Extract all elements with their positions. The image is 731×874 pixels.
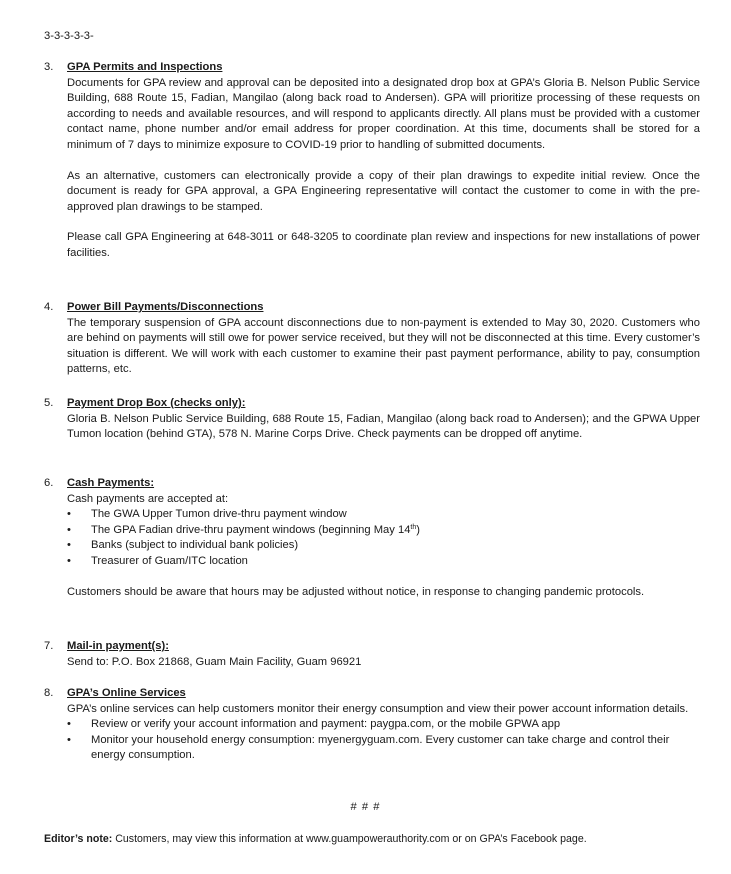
section-heading: Cash Payments: <box>67 477 155 489</box>
section-permits <box>44 60 700 262</box>
paragraph: Please call GPA Engineering at 648-3011 or 648-3205 to coordinate plan review and inspections for new installations of power facilities. <box>67 231 700 259</box>
paragraph: Cash payments are accepted at: <box>67 492 229 505</box>
bullet-icon: • <box>67 554 71 567</box>
bullet-icon: • <box>67 718 71 731</box>
bullet-icon: • <box>67 539 71 552</box>
editor-note-label: Editor’s note: <box>44 833 113 845</box>
bullet-icon: • <box>67 523 71 536</box>
page-label: 3-3-3-3-3- <box>44 30 94 42</box>
list-item <box>67 554 700 570</box>
end-mark: # # # <box>350 801 381 813</box>
section-number: 5. <box>44 397 54 409</box>
superscript: th <box>410 523 417 531</box>
list-item-text: Treasurer of Guam/ITC location <box>91 554 248 567</box>
editor-note <box>44 832 587 848</box>
bullet-icon: • <box>67 508 71 521</box>
section-number: 8. <box>44 687 54 699</box>
bullet-icon: • <box>67 733 71 746</box>
section-mail-in <box>44 639 700 670</box>
section-number: 7. <box>44 640 54 652</box>
list-item-text: The GPA Fadian drive-thru payment windows (beginning May 14 <box>91 523 411 536</box>
list-item <box>67 733 700 764</box>
section-bill-payments <box>44 300 700 378</box>
online-services-list <box>44 717 700 764</box>
section-cash-payments <box>44 476 700 600</box>
list-item-text: Review or verify your account information and payment: paygpa.com, or the mobile GPWA app <box>91 718 561 731</box>
list-item <box>67 507 700 523</box>
section-heading: GPA Permits and Inspections <box>67 61 223 73</box>
list-item <box>67 523 700 539</box>
section-heading: Power Bill Payments/Disconnections <box>67 301 264 313</box>
list-item-text-end: ) <box>416 523 420 536</box>
paragraph: Send to: P.O. Box 21868, Guam Main Facility, Guam 96921 <box>67 655 362 668</box>
section-online-services <box>44 686 700 764</box>
list-item <box>67 538 700 554</box>
section-heading: GPA’s Online Services <box>67 687 186 699</box>
paragraph: The temporary suspension of GPA account disconnections due to non-payment is extended to May 30, 2020. Customers who are behind on payments will still owe for power service received, but they will not be disconnected at this time. Every customer’s situation is different. We will work with each customer to examine their past payment performance, ability to pay, consumption patterns, etc. <box>67 316 700 376</box>
list-item-text: Banks (subject to individual bank policies) <box>91 539 299 552</box>
section-heading: Mail-in payment(s): <box>67 640 169 652</box>
paragraph: Documents for GPA review and approval can be deposited into a designated drop box at GPA’s Gloria B. Nelson Public Service Building, 688 Route 15, Fadian, Mangilao (along back road to Andersen). GPA will prioritize processing of these requests on according to needs and available resources, and will respond to applicants directly. All plans must be provided with a customer contact name, phone number and/or email address for proper coordination. At this time, documents shall be stored for a minimum of 7 days to minimize exposure to COVID-19 prior to handling of submitted documents. <box>67 76 700 151</box>
paragraph: GPA’s online services can help customers monitor their energy consumption and view their power account information details. <box>67 702 689 715</box>
section-drop-box <box>44 396 700 443</box>
editor-note-text: Customers, may view this information at www.guampowerauthority.com or on GPA’s Facebook page. <box>112 833 587 845</box>
paragraph: Gloria B. Nelson Public Service Building, 688 Route 15, Fadian, Mangilao (along back road to Andersen); and the GPWA Upper Tumon location (behind GTA), 578 N. Marine Corps Drive. Check payments can be dropped off anytime. <box>67 412 700 441</box>
section-number: 6. <box>44 477 54 489</box>
paragraph: As an alternative, customers can electronically provide a copy of their plan drawings to expedite initial review. Once the document is ready for GPA approval, a GPA Engineering representative will contact the customer to come in with the pre-approved plan drawings to be stamped. <box>67 169 700 213</box>
section-number: 4. <box>44 301 54 313</box>
section-number: 3. <box>44 61 54 73</box>
paragraph: Customers should be aware that hours may be adjusted without notice, in response to changing pandemic protocols. <box>67 585 645 598</box>
list-item-text: The GWA Upper Tumon drive-thru payment window <box>91 508 347 521</box>
list-item <box>67 717 700 733</box>
section-heading: Payment Drop Box (checks only): <box>67 397 246 409</box>
cash-locations-list <box>44 507 700 569</box>
list-item-text: Monitor your household energy consumption: myenergyguam.com. Every customer can take charge and control their energy consumption. <box>91 733 670 762</box>
